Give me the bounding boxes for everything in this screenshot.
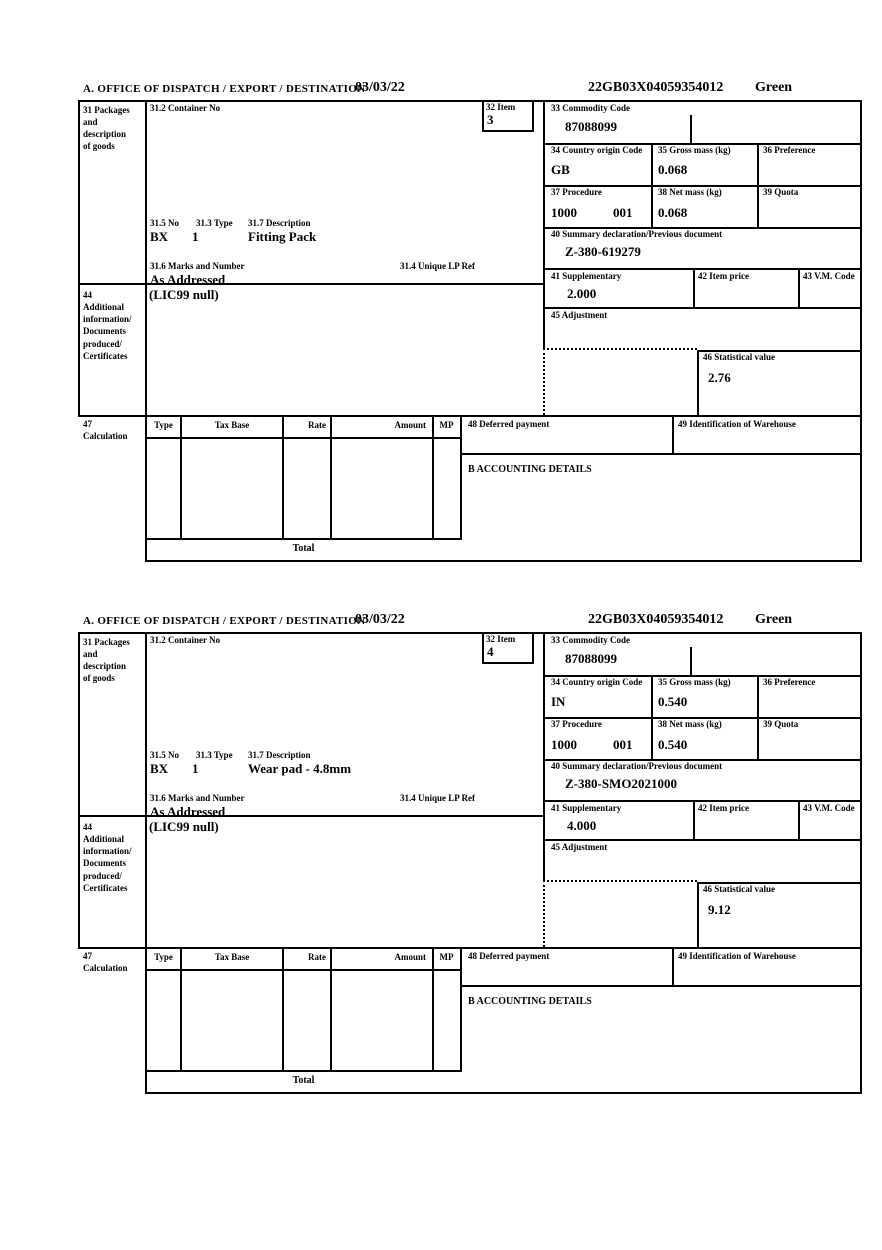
box34-label: 34 Country origin Code: [551, 677, 643, 687]
calc-col-type: Type: [154, 420, 173, 430]
box37-label: 37 Procedure: [551, 719, 602, 729]
mrn-value: 22GB03X04059354012: [588, 80, 724, 95]
box35-label: 35 Gross mass (kg): [658, 145, 731, 155]
box31-4-label: 31.4 Unique LP Ref: [400, 793, 476, 803]
calc-col-mp: MP: [439, 420, 454, 430]
box38-label: 38 Net mass (kg): [658, 719, 722, 729]
box31-label: 31 Packages and description of goods: [83, 637, 130, 684]
net-mass-value: 0.068: [658, 205, 688, 220]
routing-status: Green: [755, 80, 793, 95]
gross-mass-value: 0.068: [658, 162, 688, 177]
box31-2-label: 31.2 Container No: [150, 103, 221, 113]
box31-label: 31 Packages and description of goods: [83, 105, 130, 152]
box41-label: 41 Supplementary: [551, 271, 622, 281]
declaration-date: 03/03/22: [355, 612, 405, 627]
calc-col-taxbase: Tax Base: [214, 420, 250, 430]
box40-label: 40 Summary declaration/Previous document: [551, 229, 723, 239]
box31-3-label: 31.3 Type: [196, 218, 233, 228]
calc-col-type: Type: [154, 952, 173, 962]
box43-label: 43 V.M. Code: [803, 271, 855, 281]
calc-col-taxbase: Tax Base: [214, 952, 250, 962]
box33-label: 33 Commodity Code: [551, 103, 630, 113]
box46-label: 46 Statistical value: [703, 352, 775, 362]
item-number-value: 3: [487, 112, 494, 127]
box49-label: 49 Identification of Warehouse: [678, 951, 796, 961]
box48-label: 48 Deferred payment: [468, 419, 550, 429]
accounting-details-label: B ACCOUNTING DETAILS: [468, 464, 592, 475]
box31-6-label: 31.6 Marks and Number: [150, 261, 245, 271]
box38-label: 38 Net mass (kg): [658, 187, 722, 197]
previous-document-value: Z-380-SMO2021000: [565, 776, 677, 791]
box35-label: 35 Gross mass (kg): [658, 677, 731, 687]
calc-col-amount: Amount: [394, 420, 426, 430]
office-of-dispatch-label: A. OFFICE OF DISPATCH / EXPORT / DESTINATION: [83, 83, 366, 95]
statistical-value: 9.12: [708, 902, 731, 917]
gross-mass-value: 0.540: [658, 694, 688, 709]
box36-label: 36 Preference: [763, 677, 816, 687]
box31-6-label: 31.6 Marks and Number: [150, 793, 245, 803]
mrn-value: 22GB03X04059354012: [588, 612, 724, 627]
supplementary-value: 4.000: [567, 818, 597, 833]
box48-label: 48 Deferred payment: [468, 951, 550, 961]
box49-label: 49 Identification of Warehouse: [678, 419, 796, 429]
box36-label: 36 Preference: [763, 145, 816, 155]
marks-and-number-value: As Addressed: [150, 804, 226, 819]
box33-label: 33 Commodity Code: [551, 635, 630, 645]
box41-label: 41 Supplementary: [551, 803, 622, 813]
total-label: Total: [292, 1075, 315, 1086]
box42-label: 42 Item price: [698, 271, 749, 281]
marks-and-number-value: As Addressed: [150, 272, 226, 287]
country-origin-value: IN: [551, 694, 566, 709]
box37-label: 37 Procedure: [551, 187, 602, 197]
procedure-value: 1000: [551, 205, 577, 220]
net-mass-value: 0.540: [658, 737, 688, 752]
office-of-dispatch-label: A. OFFICE OF DISPATCH / EXPORT / DESTINATION: [83, 615, 366, 627]
commodity-code-value: 87088099: [565, 119, 617, 134]
calc-col-rate: Rate: [308, 952, 326, 962]
box31-4-label: 31.4 Unique LP Ref: [400, 261, 476, 271]
box46-label: 46 Statistical value: [703, 884, 775, 894]
sad-continuation-form-item-3: [0, 80, 882, 585]
total-label: Total: [292, 543, 315, 554]
box39-label: 39 Quota: [763, 719, 799, 729]
box32-label: 32 Item: [486, 102, 516, 112]
package-no-value: BX: [150, 761, 169, 776]
box31-5-label: 31.5 No: [150, 750, 179, 760]
goods-description-value: Wear pad - 4.8mm: [248, 761, 352, 776]
calc-col-amount: Amount: [394, 952, 426, 962]
supplementary-value: 2.000: [567, 286, 597, 301]
accounting-details-label: B ACCOUNTING DETAILS: [468, 996, 592, 1007]
box43-label: 43 V.M. Code: [803, 803, 855, 813]
additional-information-value: (LIC99 null): [149, 287, 219, 302]
goods-description-value: Fitting Pack: [248, 229, 317, 244]
package-type-value: 1: [192, 229, 199, 244]
package-no-value: BX: [150, 229, 169, 244]
country-origin-value: GB: [551, 162, 570, 177]
box32-label: 32 Item: [486, 634, 516, 644]
declaration-date: 03/03/22: [355, 80, 405, 95]
procedure-ext-value: 001: [613, 205, 633, 220]
box39-label: 39 Quota: [763, 187, 799, 197]
statistical-value: 2.76: [708, 370, 731, 385]
box47-label: 47 Calculation: [83, 419, 128, 442]
box31-7-label: 31.7 Description: [248, 218, 311, 228]
previous-document-value: Z-380-619279: [565, 244, 641, 259]
sad-continuation-form-item-4: [0, 612, 882, 1117]
calc-col-mp: MP: [439, 952, 454, 962]
calc-col-rate: Rate: [308, 420, 326, 430]
routing-status: Green: [755, 612, 793, 627]
procedure-ext-value: 001: [613, 737, 633, 752]
additional-information-value: (LIC99 null): [149, 819, 219, 834]
procedure-value: 1000: [551, 737, 577, 752]
box31-7-label: 31.7 Description: [248, 750, 311, 760]
box34-label: 34 Country origin Code: [551, 145, 643, 155]
box45-label: 45 Adjustment: [551, 310, 608, 320]
item-number-value: 4: [487, 644, 494, 659]
box31-5-label: 31.5 No: [150, 218, 179, 228]
box31-3-label: 31.3 Type: [196, 750, 233, 760]
box31-2-label: 31.2 Container No: [150, 635, 221, 645]
box47-label: 47 Calculation: [83, 951, 128, 974]
box40-label: 40 Summary declaration/Previous document: [551, 761, 723, 771]
box42-label: 42 Item price: [698, 803, 749, 813]
box44-label: 44 Additional information/ Documents produced/ Certificates: [83, 290, 132, 361]
box45-label: 45 Adjustment: [551, 842, 608, 852]
box44-label: 44 Additional information/ Documents produced/ Certificates: [83, 822, 132, 893]
commodity-code-value: 87088099: [565, 651, 617, 666]
package-type-value: 1: [192, 761, 199, 776]
